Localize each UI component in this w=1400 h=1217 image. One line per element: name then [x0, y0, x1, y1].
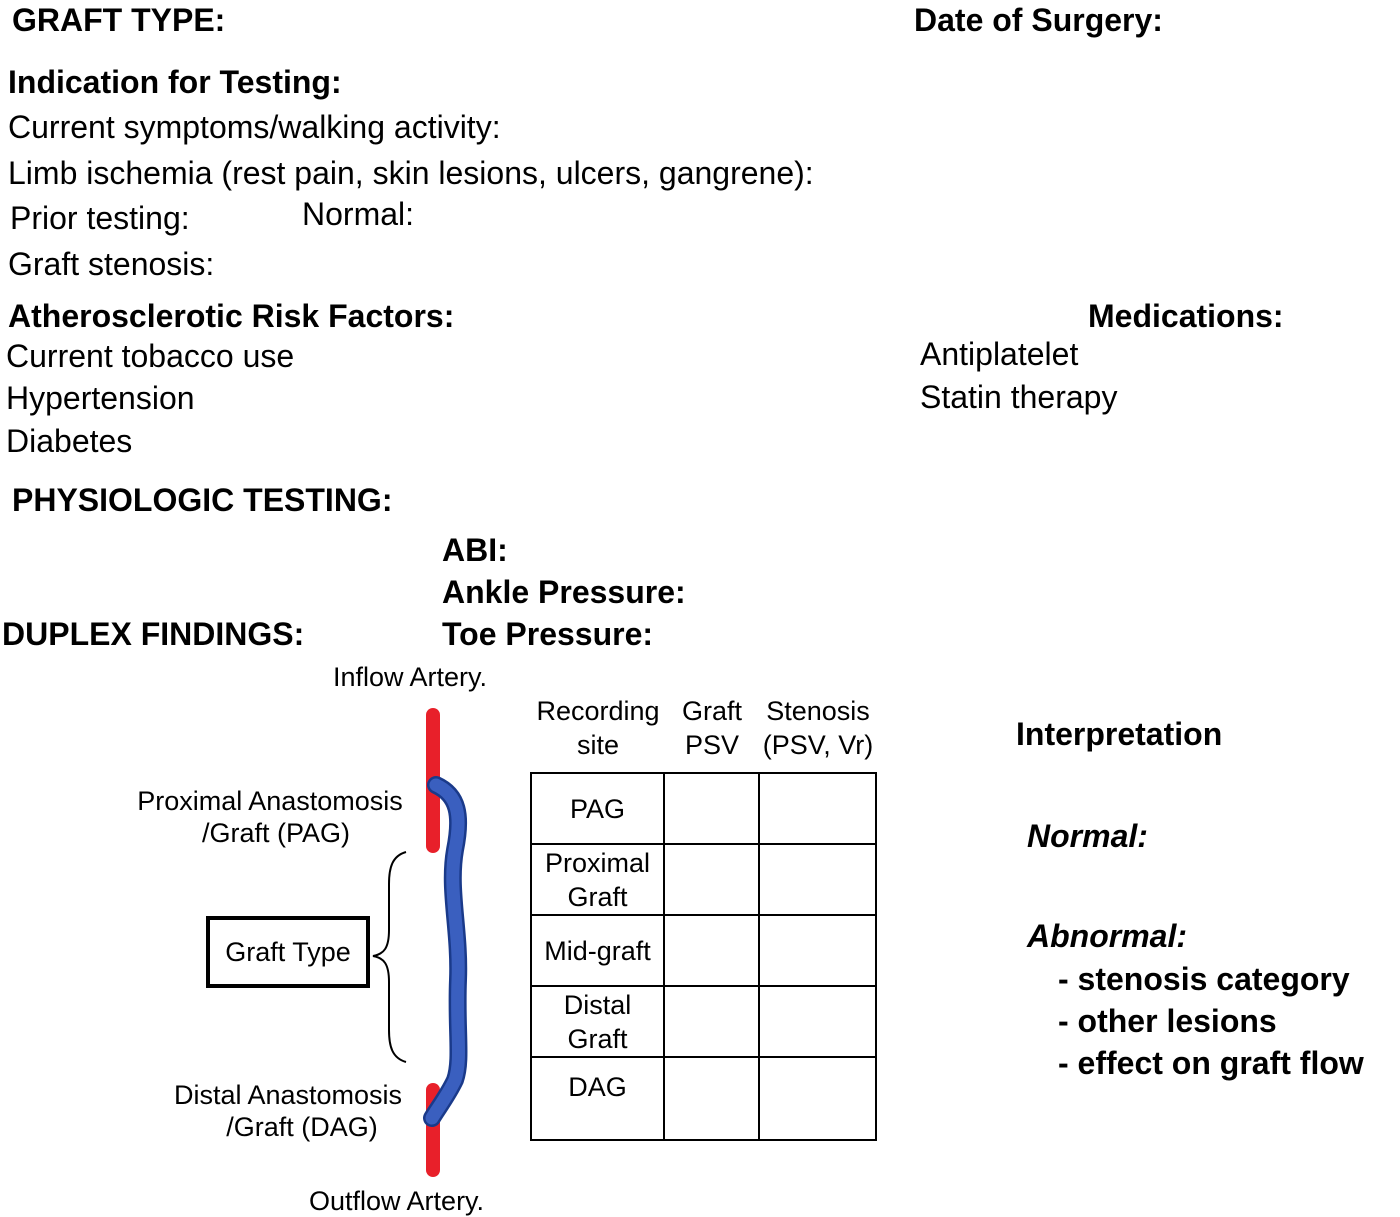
medications-heading: Medications:: [1088, 298, 1284, 334]
stenosis-cell: [759, 986, 876, 1057]
interp-item-lesions: - other lesions: [1058, 1003, 1277, 1039]
table-row: [531, 986, 876, 1057]
interp-abnormal-label: Abnormal:: [1027, 918, 1187, 954]
site-cell: PAG: [531, 773, 664, 844]
dist-anastomosis-line2: /Graft (DAG): [226, 1112, 378, 1142]
physiologic-heading: PHYSIOLOGIC TESTING:: [12, 482, 393, 518]
stenosis-cell: [759, 915, 876, 986]
prior-testing-label: Prior testing:: [10, 200, 190, 236]
ankle-pressure-label: Ankle Pressure:: [442, 574, 686, 610]
table-row: [531, 773, 876, 844]
header-stenosis-line1: Stenosis: [766, 696, 870, 726]
interp-normal-label: Normal:: [1027, 818, 1148, 854]
prox-anastomosis-line2: /Graft (PAG): [201, 818, 351, 848]
psv-cell: [664, 986, 759, 1057]
graft-brace: [373, 852, 406, 1062]
table-row: [531, 915, 876, 986]
duplex-heading: DUPLEX FINDINGS:: [2, 616, 305, 652]
date-of-surgery-label: Date of Surgery:: [914, 2, 1163, 38]
header-site-line1: Recording: [536, 696, 660, 726]
table-row: [531, 844, 876, 915]
stenosis-cell: [759, 773, 876, 844]
site-cell: Proximal Graft: [531, 844, 664, 915]
stenosis-cell: [759, 844, 876, 915]
site-cell: Distal Graft: [531, 986, 664, 1057]
risk-hypertension: Hypertension: [6, 380, 195, 416]
psv-cell: [664, 773, 759, 844]
inflow-artery-label: Inflow Artery.: [333, 662, 488, 692]
interpretation-heading: Interpretation: [1016, 716, 1223, 752]
risk-factors-heading: Atherosclerotic Risk Factors:: [8, 298, 455, 334]
header-stenosis-line2: (PSV, Vr): [762, 730, 874, 760]
ischemia-label: Limb ischemia (rest pain, skin lesions, ulcers, gangrene):: [8, 155, 814, 191]
med-statin: Statin therapy: [920, 379, 1118, 415]
header-site-line2: site: [576, 730, 620, 760]
site-cell: DAG: [531, 1057, 664, 1140]
toe-pressure-label: Toe Pressure:: [442, 616, 654, 652]
risk-diabetes: Diabetes: [6, 423, 133, 459]
interp-item-stenosis: - stenosis category: [1058, 961, 1350, 997]
risk-tobacco: Current tobacco use: [6, 338, 295, 374]
stenosis-cell: [759, 1057, 876, 1140]
indication-heading: Indication for Testing:: [8, 64, 342, 100]
recording-table: [530, 772, 877, 1141]
header-psv-line1: Graft: [681, 696, 743, 726]
med-antiplatelet: Antiplatelet: [920, 336, 1079, 372]
interp-item-flow: - effect on graft flow: [1058, 1045, 1364, 1081]
header-psv-line2: PSV: [684, 730, 740, 760]
symptoms-label: Current symptoms/walking activity:: [8, 109, 501, 145]
abi-label: ABI:: [442, 532, 508, 568]
graft-type-label: GRAFT TYPE:: [12, 2, 226, 38]
prox-anastomosis-line1: Proximal Anastomosis: [137, 786, 403, 816]
graft-type-box-label: Graft Type: [225, 936, 351, 967]
dist-anastomosis-line1: Distal Anastomosis: [173, 1080, 403, 1110]
psv-cell: [664, 1057, 759, 1140]
table-row: [531, 1057, 876, 1140]
psv-cell: [664, 915, 759, 986]
normal-label: Normal:: [302, 196, 415, 232]
outflow-artery-label: Outflow Artery.: [309, 1186, 485, 1216]
site-cell: Mid-graft: [531, 915, 664, 986]
psv-cell: [664, 844, 759, 915]
graft-stenosis-label: Graft stenosis:: [8, 246, 215, 282]
